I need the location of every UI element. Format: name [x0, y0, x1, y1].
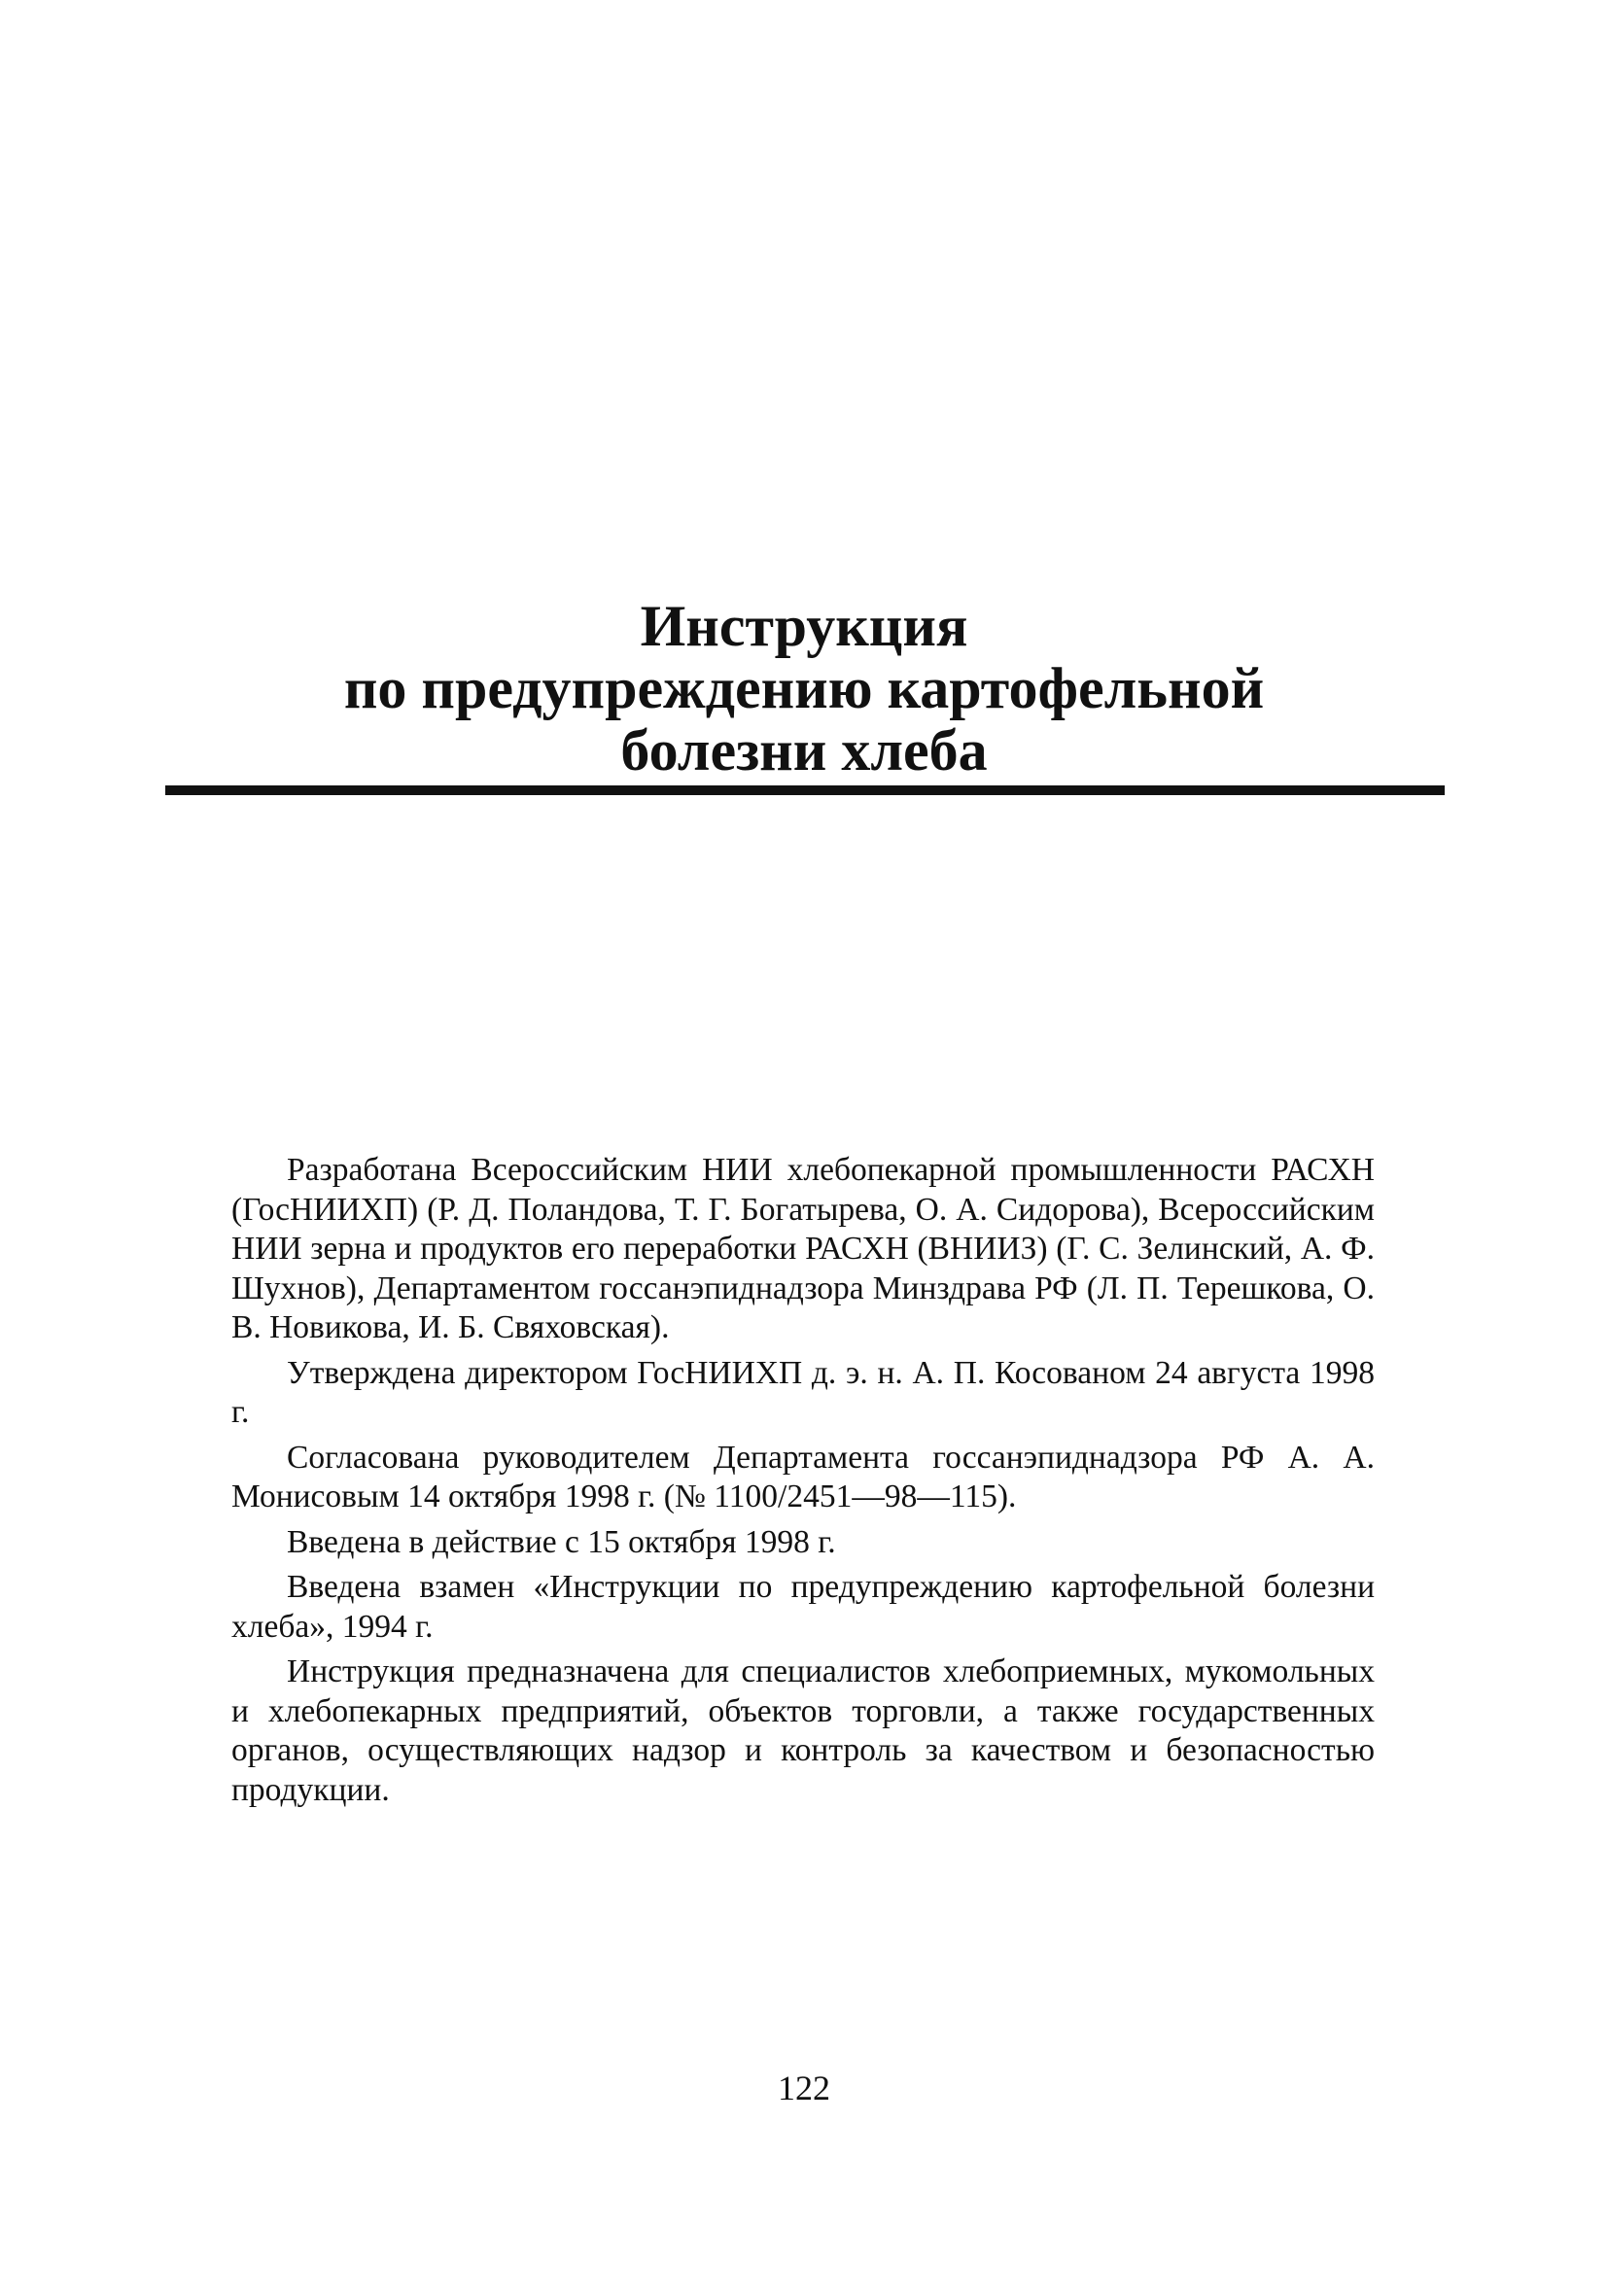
title-line-1: Инструкция	[640, 594, 968, 658]
title-rule	[165, 785, 1445, 795]
paragraph-replaces: Введена взамен «Инструкции по предупреждению картофельной болезни хлеба», 1994 г.	[231, 1569, 1375, 1645]
document-title	[0, 595, 1608, 782]
title-line-3: болезни хлеба	[620, 718, 988, 783]
title-line-2: по предупреждению картофельной	[343, 656, 1265, 720]
document-body	[231, 1151, 1375, 1816]
paragraph-approved-by: Утверждена директором ГосНИИХП д. э. н. А. П. Косованом 24 августа 1998 г.	[231, 1354, 1375, 1430]
paragraph-developed-by: Разработана Всероссийским НИИ хлебопекарной промышленности РАСХН (ГосНИИХП) (Р. Д. Поландова, Т. Г. Богатырева, О. А. Сидорова), Всероссийским НИИ зерна и продуктов его переработки РАСХН (ВНИИЗ) (Г. С. Зелинский, А. Ф. Шухнов), Департаментом госсанэпиднадзора Минздрава РФ (Л. П. Терешкова, О. В. Новикова, И. Б. Свяховская).	[231, 1152, 1375, 1345]
paragraph-audience: Инструкция предназначена для специалистов хлебоприемных, мукомольных и хлебопекарных предприятий, объектов торговли, а также государственных органов, осуществляющих надзор и контроль за качеством и безопасностью продукции.	[231, 1653, 1375, 1808]
page-number: 122	[778, 2069, 830, 2107]
paragraph-agreed-by: Согласована руководителем Департамента госсанэпиднадзора РФ А. А. Монисовым 14 октября 1998 г. (№ 1100/2451—98—115).	[231, 1439, 1375, 1514]
paragraph-effective-date: Введена в действие с 15 октября 1998 г.	[287, 1523, 836, 1560]
